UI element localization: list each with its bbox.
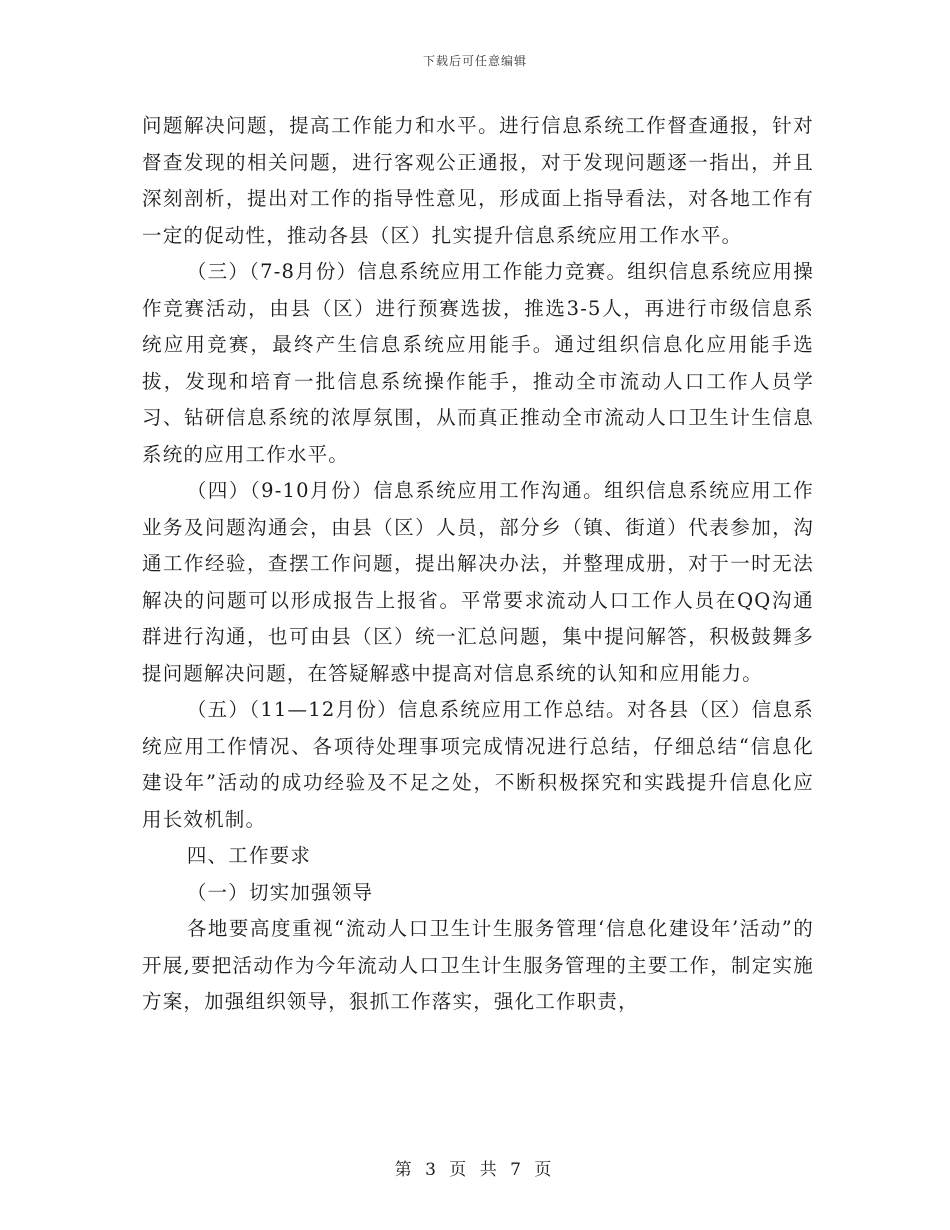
document-body bbox=[142, 108, 814, 1021]
page-header: 下载后可任意编辑 bbox=[422, 54, 527, 68]
subheading-leadership: （一）切实加强领导 bbox=[186, 880, 374, 904]
heading-work-requirements: 四、工作要求 bbox=[186, 844, 312, 867]
paragraph-leadership: 各地要高度重视“流动人口卫生计生服务管理‘信息化建设年’活动”的开展,要把活动作为今年流动人口卫生计生服务管理的主要工作，制定实施方案，加强组织领导，狠抓工作落实，强化工作职责， bbox=[142, 917, 814, 1013]
paragraph-section-3: （三）（7-8月份）信息系统应用工作能力竞赛。组织信息系统应用操作竞赛活动，由县（区）进行预赛选拔，推选3-5人，再进行市级信息系统应用竞赛，最终产生信息系统应用能手。通过组织信息化应用能手选拔，发现和培育一批信息系统操作能手，推动全市流动人口工作人员学习、钻研信息系统的浓厚氛围，从而真正推动全市流动人口卫生计生信息系统的应用工作水平。 bbox=[142, 260, 814, 466]
paragraph-continuation: 问题解决问题，提高工作能力和水平。进行信息系统工作督查通报，针对督查发现的相关问题，进行客观公正通报，对于发现问题逐一指出，并且深刻剖析，提出对工作的指导性意见，形成面上指导看法，对各地工作有一定的促动性，推动各县（区）扎实提升信息系统应用工作水平。 bbox=[142, 114, 814, 247]
page-number-footer: 第 3 页 共 7 页 bbox=[394, 1160, 556, 1180]
paragraph-section-5: （五）（11—12月份）信息系统应用工作总结。对各县（区）信息系统应用工作情况、各项待处理事项完成情况进行总结，仔细总结“信息化建设年”活动的成功经验及不足之处，不断积极探究和实践提升信息化应用长效机制。 bbox=[142, 698, 814, 831]
paragraph-section-4: （四）（9-10月份）信息系统应用工作沟通。组织信息系统应用工作业务及问题沟通会，由县（区）人员，部分乡（镇、街道）代表参加，沟通工作经验，查摆工作问题，提出解决办法，并整理成册，对于一时无法解决的问题可以形成报告上报省。平常要求流动人口工作人员在QQ沟通群进行沟通，也可由县（区）统一汇总问题，集中提问解答，积极鼓舞多提问题解决问题，在答疑解惑中提高对信息系统的认知和应用能力。 bbox=[142, 479, 814, 685]
